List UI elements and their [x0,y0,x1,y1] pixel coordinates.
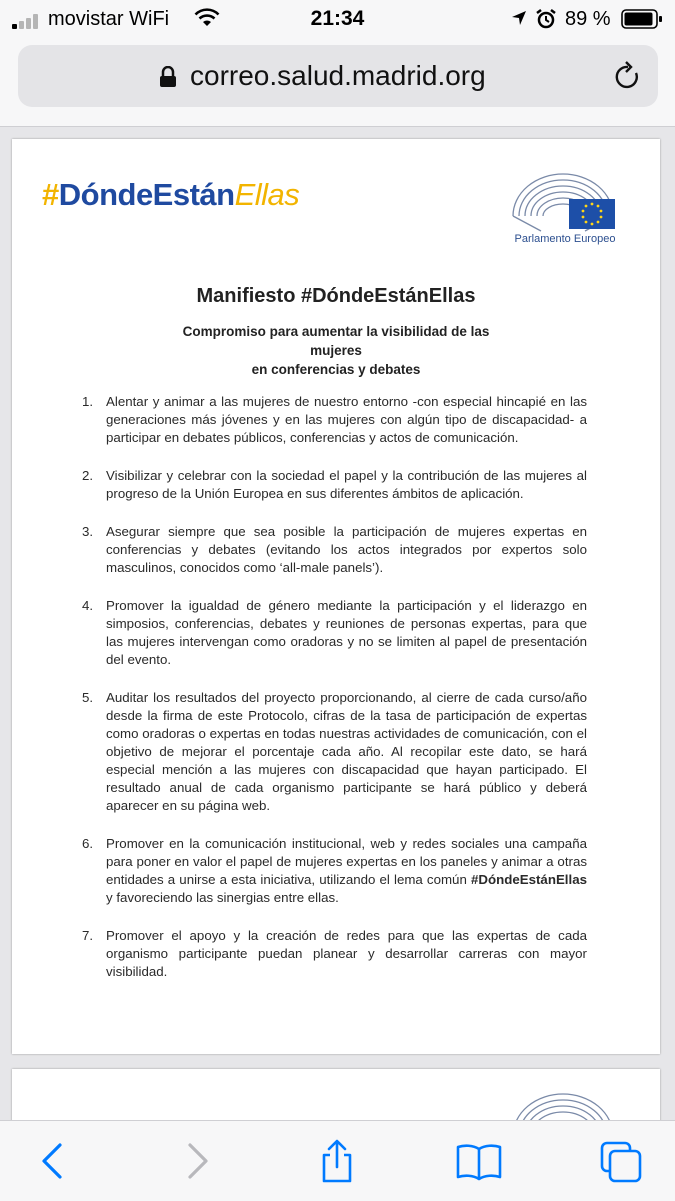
list-item: 5. Auditar los resultados del proyecto proporcionando, al cierre de cada curso/año desde la firma de este Protocolo, cifras de la tasa de participación de expertas como oradoras o expertas en todas nuestras actividades de comunicación, con el objetivo de mejorar el porcentaje cada año. Al recopilar este dato, se hará especial mención a las mujeres con discapacidad que hayan participado. El resultado anual de cada organismo participante se hará público y deberá aparecer en su página web. [82,690,587,813]
browser-toolbar [0,1120,675,1201]
list-item: 7. Promover el apoyo y la creación de redes para que las expertas de cada organismo participante puedan planear y desarrollar carreras con mayor visibilidad. [82,928,587,979]
tabs-button[interactable] [596,1139,646,1183]
address-bar-area [0,40,675,127]
list-item: 6. Promover en la comunicación institucional, web y redes sociales una campaña para poner en valor el papel de mujeres expertas en los paneles y animar a otras entidades a unirse a esta iniciativa, utilizando el lema común #DóndeEstánEllas y favoreciendo las sinergias entre ellas. [82,836,587,905]
carrier-name: movistar WiFi [48,8,170,30]
manifesto-list [82,393,587,1001]
pdf-page-next [12,1069,660,1120]
document-title: Manifiesto #DóndeEstánEllas [196,285,476,307]
document-subtitle [162,322,510,379]
back-button[interactable] [28,1139,78,1183]
pdf-viewer[interactable] [0,127,675,1120]
subtitle-line-2: en conferencias y debates [251,362,421,377]
hashtag-logo: #DóndeEstánEllas [42,177,300,212]
location-icon [510,9,528,27]
status-bar [0,0,675,40]
clock: 21:34 [310,7,365,30]
url-text[interactable]: correo.salud.madrid.org [190,60,486,91]
battery-icon [621,9,663,29]
pdf-page [12,139,660,1054]
hashtag-inline: #DóndeEstánEllas [470,872,587,887]
european-parliament-logo-partial [505,1091,623,1120]
european-parliament-name: Parlamento Europeo [514,233,616,245]
list-item: 2. Visibilizar y celebrar con la sociedad el papel y la contribución de las mujeres al progreso de la Unión Europea en sus diferentes ámbitos de aplicación. [82,468,587,501]
alarm-icon [535,8,557,30]
subtitle-line-1: Compromiso para aumentar la visibilidad de las mujeres [182,324,490,358]
forward-button[interactable] [172,1139,222,1183]
share-button[interactable] [312,1139,362,1183]
list-item: 3. Asegurar siempre que sea posible la participación de mujeres expertas en conferencias y debates (evitando los actos integrados por expertos solo masculinos, conocidos como ‘all-male panels’). [82,524,587,575]
list-item: 1. Alentar y animar a las mujeres de nuestro entorno -con especial hincapié en las generaciones más jóvenes y en las mujeres con algún tipo de discapacidad- a participar en debates públicos, conferencias y actos de comunicación. [82,394,587,445]
address-bar[interactable] [18,45,658,107]
lock-icon [159,66,177,88]
bookmarks-button[interactable] [454,1139,504,1183]
reload-icon[interactable] [614,61,642,91]
battery-percent: 89 % [565,8,611,30]
list-item: 4. Promover la igualdad de género mediante la participación y el liderazgo en simposios, conferencias, debates y reuniones de personas expertas, para que las mujeres intervengan como oradoras y no se limiten al papel de presentación del evento. [82,598,587,667]
